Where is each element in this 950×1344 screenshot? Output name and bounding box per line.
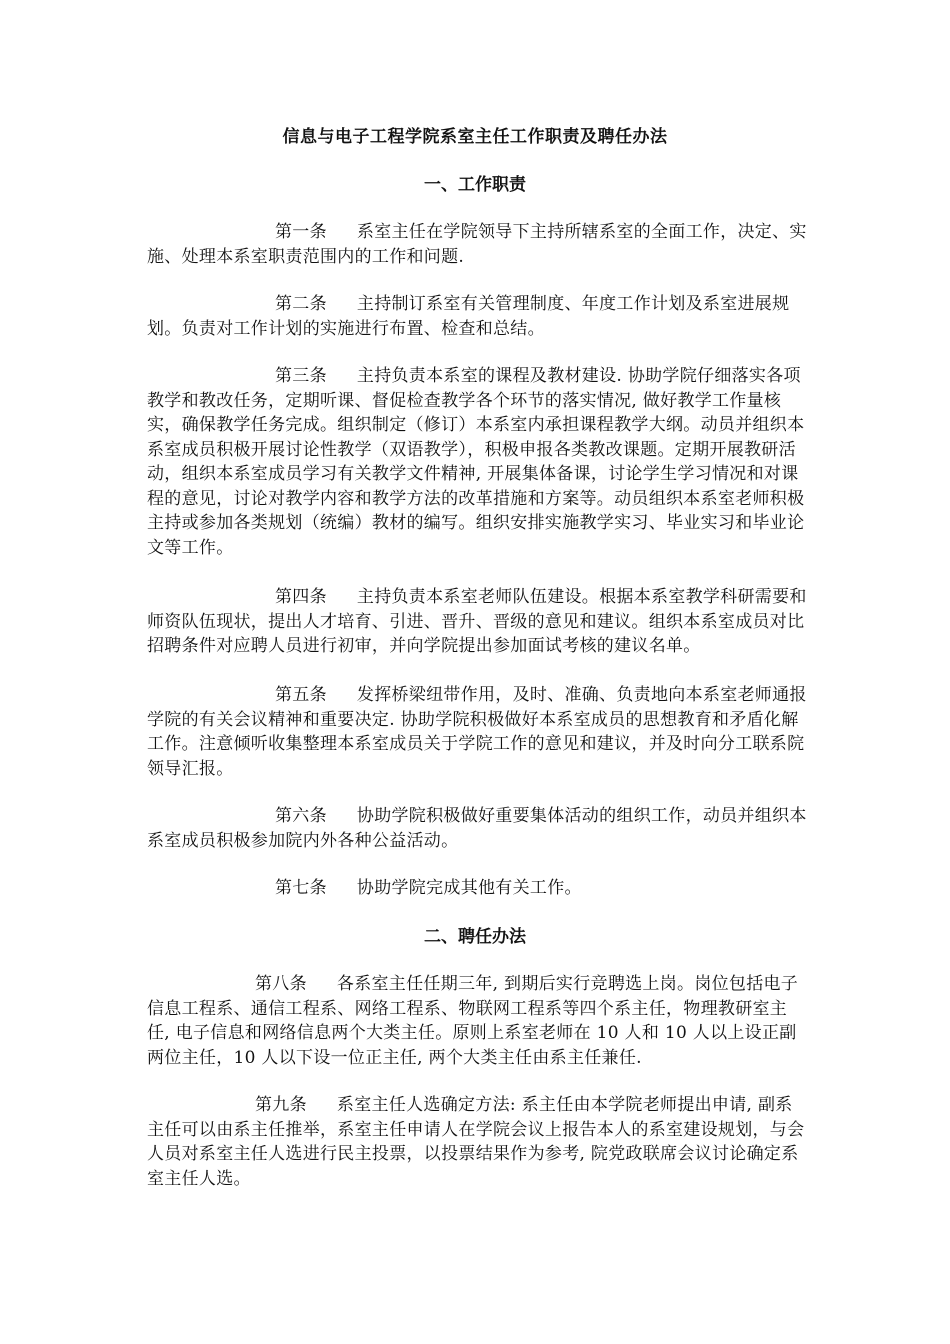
article-text: 主持负责本系室老师队伍建设。根据本系室教学科研需要和师资队伍现状，提出人才培育、引进、晋升、晋级的意见和建议。组织本系室成员对比招聘条件对应聘人员进行初审，并向学院提出参加面试考核的建议名单。 — [147, 587, 807, 656]
article-4 — [147, 585, 807, 659]
article-2 — [147, 292, 807, 341]
article-8 — [147, 972, 807, 1070]
article-7 — [147, 876, 807, 901]
article-text: 协助学院积极做好重要集体活动的组织工作，动员并组织本系室成员积极参加院内外各种公益活动。 — [147, 806, 807, 851]
article-number: 第九条 — [255, 1095, 307, 1115]
article-number: 第八条 — [255, 974, 307, 994]
article-number: 第三条 — [275, 366, 327, 386]
article-text: 各系室主任任期三年, 到期后实行竞聘选上岗。岗位包括电子信息工程系、通信工程系、网络工程系、物联网工程系等四个系主任，物理教研室主任, 电子信息和网络信息两个大类主任。原则上系室老师在 10 人和 10 人以上设正副两位主任，10 人以下设一位正主任, 两个大类主任由系主任兼任. — [147, 974, 799, 1068]
article-number: 第一条 — [275, 222, 327, 242]
article-1 — [147, 220, 807, 269]
article-number: 第二条 — [275, 294, 327, 314]
article-text: 协助学院完成其他有关工作。 — [356, 878, 582, 898]
article-number: 第七条 — [275, 878, 327, 898]
article-text: 系室主任在学院领导下主持所辖系室的全面工作，决定、实施、处理本系室职责范围内的工作和问题. — [147, 222, 807, 267]
document-title: 信息与电子工程学院系室主任工作职责及聘任办法 — [282, 127, 668, 147]
article-number: 第六条 — [275, 806, 327, 826]
article-3 — [147, 364, 807, 560]
section-heading-duties: 一、工作职责 — [424, 175, 526, 195]
article-number: 第四条 — [275, 587, 327, 607]
section-heading-appointment: 二、聘任办法 — [424, 927, 526, 947]
article-text: 主持制订系室有关管理制度、年度工作计划及系室进展规划。负责对工作计划的实施进行布置、检查和总结。 — [147, 294, 790, 339]
article-text: 系室主任人选确定方法: 系主任由本学院老师提出申请, 副系主任可以由系主任推举，系室主任申请人在学院会议上报告本人的系室建设规划，与会人员对系室主任人选进行民主投票，以投票结果作为参考, 院党政联席会议讨论确定系室主任人选。 — [147, 1095, 805, 1189]
article-5 — [147, 683, 807, 781]
article-number: 第五条 — [275, 685, 327, 705]
article-6 — [147, 804, 807, 853]
article-9 — [147, 1093, 807, 1191]
article-text: 发挥桥梁纽带作用，及时、准确、负责地向本系室老师通报学院的有关会议精神和重要决定. 协助学院积极做好本系室成员的思想教育和矛盾化解工作。注意倾听收集整理本系室成员关于学院工作的意见和建议，并及时向分工联系院领导汇报。 — [147, 685, 807, 779]
article-text: 主持负责本系室的课程及教材建设. 协助学院仔细落实各项教学和教改任务，定期听课、督促检查教学各个环节的落实情况, 做好教学工作量核实，确保教学任务完成。组织制定（修订）本系室内承担课程教学大纲。动员并组织本系室成员积极开展讨论性教学（双语教学），积极申报各类教改课题。定期开展教研活动，组织本系室成员学习有关教学文件精神, 开展集体备课，讨论学生学习情况和对课程的意见，讨论对教学内容和教学方法的改革措施和方案等。动员组织本系室老师积极主持或参加各类规划（统编）教材的编写。组织安排实施教学实习、毕业实习和毕业论文等工作。 — [147, 366, 805, 558]
